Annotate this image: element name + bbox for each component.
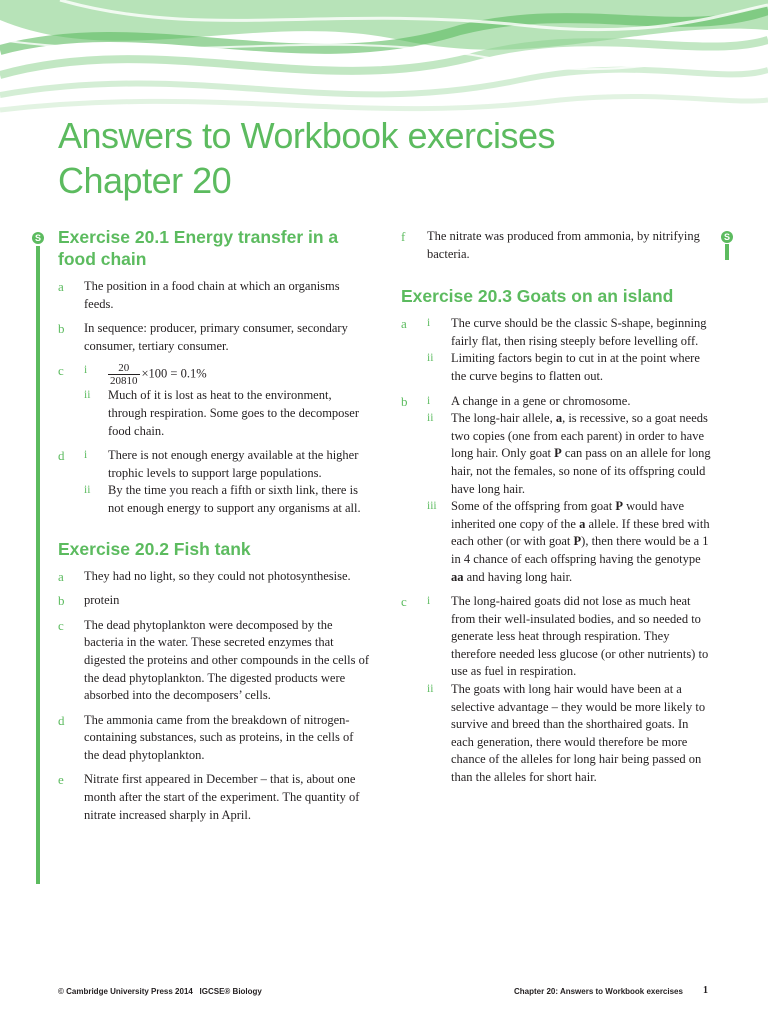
- ex3-a-i: [427, 315, 711, 350]
- answer-label: f: [401, 229, 406, 244]
- answer-text: In sequence: producer, primary consumer, secondary consumer, tertiary consumer.: [84, 321, 348, 353]
- answer-text: The long-haired goats did not lose as much heat from their well-insulated bodies, and so needed to generate less heat through respiration. They therefore needed less glucose (or other nutrients) to use as fuel in respiration.: [451, 594, 709, 679]
- fraction-denominator: 20810: [110, 375, 138, 388]
- answer-text: The goats with long hair would have been at a selective advantage – they would be more likely to survive and breed than the shorthaired goats. In each generation, there would therefore be more chance of the alleles for long hair being passed on than the alleles for short hair.: [451, 682, 706, 785]
- ex3-c-ii: [427, 681, 711, 787]
- subpart-label: i: [427, 595, 431, 608]
- answer-label: e: [58, 772, 64, 788]
- subpart-label: i: [427, 317, 431, 330]
- subpart-label: iii: [427, 500, 437, 513]
- page-number: 1: [703, 985, 708, 996]
- subpart-label: i: [84, 449, 88, 462]
- ex2-answer-d: [58, 712, 370, 765]
- left-column: [58, 226, 370, 824]
- answer-label: a: [401, 316, 407, 332]
- answer-label: d: [58, 448, 65, 464]
- fraction: [108, 362, 140, 387]
- ex1-c-i: [84, 362, 370, 387]
- right-column: [401, 226, 711, 787]
- page-title: [58, 113, 555, 203]
- ex1-answer-d: [58, 447, 370, 517]
- answer-label: c: [58, 617, 64, 633]
- exercise-20-3-heading: Exercise 20.3 Goats on an island: [401, 286, 674, 307]
- supplement-bar-left: [36, 246, 40, 884]
- footer-left: [58, 987, 262, 996]
- answer-text: The position in a food chain at which an organisms feeds.: [84, 279, 340, 311]
- answer-label: d: [58, 712, 65, 728]
- ex3-b-iii: [427, 498, 711, 586]
- ex2-answer-b: [58, 592, 370, 610]
- footer-copyright: © Cambridge University Press 2014: [58, 987, 193, 996]
- ex3-a-ii: [427, 350, 711, 385]
- subpart-label: i: [84, 364, 88, 377]
- supplement-bar-right: [725, 244, 729, 260]
- answer-text: Much of it is lost as heat to the environment, through respiration. Some goes to the decomposer food chain.: [108, 388, 359, 438]
- answer-text: There is not enough energy available at the higher trophic levels to support large populations.: [108, 448, 359, 480]
- answer-text: The nitrate was produced from ammonia, by nitrifying bacteria.: [427, 229, 700, 261]
- ex2-answer-a: [58, 568, 370, 586]
- answer-text: The dead phytoplankton were decomposed by the bacteria in the water. These secreted enzymes that digested the proteins and other compounds in the cells of the dead phytoplankton. The digested products were absorbed into the decomposers’ cells.: [84, 617, 370, 703]
- answer-text: The curve should be the classic S-shape, beginning fairly flat, then rising steeply before levelling off.: [451, 316, 707, 348]
- ex3-answer-a: [401, 315, 711, 385]
- footer-chapter: Chapter 20: Answers to Workbook exercises: [514, 987, 683, 996]
- page-title-line-1: Answers to Workbook exercises: [58, 115, 556, 156]
- ex3-answer-b: [401, 393, 711, 587]
- answer-text: They had no light, so they could not photosynthesise.: [84, 568, 351, 583]
- ex1-c-ii: [84, 387, 370, 440]
- exercise-20-1-heading: Exercise 20.1 Energy transfer in a food chain: [58, 227, 339, 269]
- ex2-answer-e: [58, 771, 370, 824]
- exercise-20-2-heading: Exercise 20.2 Fish tank: [58, 538, 251, 559]
- answer-text: protein: [84, 593, 120, 608]
- answer-text: Some of the offspring from goat P would have inherited one copy of the a allele. If these bred with each other (or with goat P), then there would be a 1 in 4 chance of each offspring having the genotype aa and having long hair.: [451, 499, 710, 584]
- answer-text: Nitrate first appeared in December – that is, about one month after the start of the experiment. The quantity of nitrate increased sharply in April.: [84, 772, 360, 822]
- answer-label: c: [58, 363, 64, 379]
- answer-text: By the time you reach a fifth or sixth link, there is not enough energy to support any organisms at all.: [108, 483, 361, 515]
- answer-text: The long-hair allele, a, is recessive, so a goat needs two copies (one from each parent) in order to have long hair. Only goat P can pass on an allele for long hair, not the females, so none of its offspring could have long hair.: [451, 411, 711, 496]
- answer-label: a: [58, 279, 64, 294]
- subpart-label: i: [427, 394, 431, 407]
- ex1-d-i: [84, 447, 370, 482]
- equation-rest: ×100 = 0.1%: [141, 366, 207, 381]
- supplement-badge-left: S: [32, 232, 44, 244]
- answer-text: Limiting factors begin to cut in at the point where the curve begins to flatten out.: [451, 351, 700, 383]
- subpart-label: ii: [427, 683, 434, 696]
- subpart-label: ii: [427, 412, 434, 425]
- ex1-answer-a: [58, 278, 370, 313]
- page-title-line-2: Chapter 20: [58, 160, 232, 201]
- subpart-label: ii: [427, 352, 434, 365]
- ex3-b-ii: [427, 410, 711, 498]
- answer-label: b: [58, 321, 65, 337]
- answer-label: a: [58, 568, 64, 584]
- answer-text: The ammonia came from the breakdown of nitrogen-containing substances, such as proteins, in the cells of the dead phytoplankton.: [84, 712, 354, 762]
- supplement-badge-right: S: [721, 231, 733, 243]
- ex1-answer-b: [58, 320, 370, 355]
- ex3-b-i: [427, 393, 711, 411]
- answer-label: b: [58, 593, 65, 609]
- ex3-answer-c: [401, 593, 711, 787]
- answer-label: c: [401, 594, 407, 610]
- fraction-numerator: 20: [108, 362, 140, 375]
- ex3-c-i: [427, 593, 711, 681]
- fraction-equation: [108, 362, 370, 387]
- answer-text: A change in a gene or chromosome.: [451, 393, 631, 408]
- footer-course: IGCSE® Biology: [199, 987, 262, 996]
- answer-label: b: [401, 393, 408, 409]
- ex2-answer-f: [401, 228, 711, 263]
- ex1-answer-c: [58, 362, 370, 440]
- ex2-answer-c: [58, 617, 370, 705]
- subpart-label: ii: [84, 389, 91, 402]
- ex1-d-ii: [84, 482, 370, 517]
- subpart-label: ii: [84, 484, 91, 497]
